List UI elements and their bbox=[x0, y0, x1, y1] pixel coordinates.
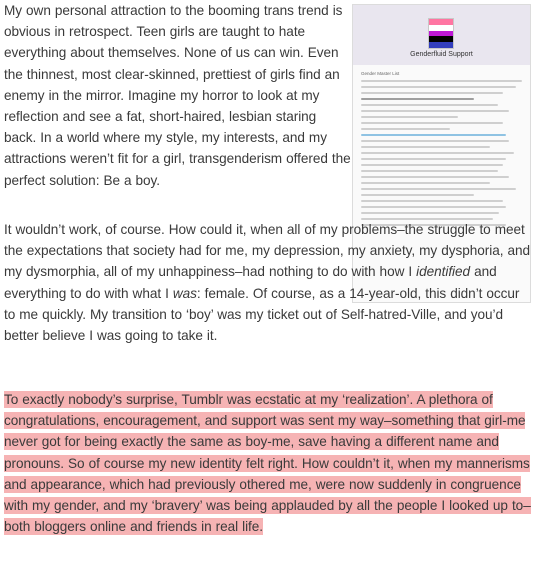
figure-text-line bbox=[361, 176, 509, 178]
figure-text-line bbox=[361, 146, 490, 148]
figure-text-line bbox=[361, 86, 516, 88]
figure-text-line bbox=[361, 158, 506, 160]
paragraph-2 bbox=[4, 219, 534, 346]
figure-text-line bbox=[361, 98, 474, 100]
figure-text-line bbox=[361, 140, 509, 142]
paragraph-1: My own personal attraction to the booming trans trend is obvious in retrospect. Teen girls are taught to hate everything about themselves. None of us can win. Even the thinnest, most clear-skinned, prettiest of girls find an enemy in the mirror. Imagine my horror to look at my reflection and see a fat, short-haired, lesbian staring back. In a world where my style, my interests, and my attractions weren’t fit for a girl, transgenderism offered the perfect solution: Be a boy. bbox=[4, 3, 351, 188]
figure-text-line bbox=[361, 212, 499, 214]
figure-heading: Gender Master List bbox=[361, 71, 400, 76]
genderfluid-flag-icon bbox=[428, 18, 454, 49]
figure-text-line bbox=[361, 206, 506, 208]
figure-header bbox=[353, 5, 530, 65]
paragraph-2-part-b: and everything to do with what I bbox=[4, 264, 497, 301]
figure-text-line bbox=[361, 116, 458, 118]
figure-text-line bbox=[361, 200, 503, 202]
figure-text-line bbox=[361, 110, 509, 112]
figure-text-line bbox=[361, 92, 503, 94]
paragraph-3 bbox=[4, 389, 534, 537]
figure-text-line bbox=[361, 80, 522, 82]
figure-text-line bbox=[361, 152, 514, 154]
figure-text-line bbox=[361, 122, 503, 124]
flag-stripe bbox=[429, 42, 453, 48]
figure-text-line bbox=[361, 104, 498, 106]
figure-text-line bbox=[361, 188, 516, 190]
paragraph-2-emphasis-2: was bbox=[172, 285, 197, 301]
figure-text-line bbox=[361, 182, 490, 184]
paragraph-2-emphasis-1: identified bbox=[416, 264, 471, 280]
paragraph-2-part-c: : female. Of course, as a 14-year-old, this didn’t occur to me quickly. My transition to ‘boy’ was my ticket out of Self-hatred-Ville, and you’d better believe I was going to take it. bbox=[4, 285, 520, 344]
figure-body bbox=[353, 65, 530, 234]
paragraph-2-part-a: It wouldn’t work, of course. How could it, when all of my problems–the struggle to meet the expectations that society had for me, my depression, my anxiety, my dysphoria, and my dysmorphia, all of my unhappiness–had nothing to do with how I bbox=[4, 222, 530, 280]
figure-text-line bbox=[361, 128, 450, 130]
figure-text-lines bbox=[361, 80, 522, 226]
figure-text-line bbox=[361, 134, 506, 136]
figure-text-line bbox=[361, 194, 474, 196]
figure-text-line bbox=[361, 164, 503, 166]
highlighted-text: To exactly nobody’s surprise, Tumblr was ecstatic at my ‘realization’. A plethora of congratulations, encouragement, and support was sent my way–something that girl-me never got for being exactly the same as boy-me, save having a different name and pronouns. So of course my new identity felt right. How couldn’t it, when my mannerisms and appearance, which had previously othered me, were now suddenly in congruence with my gender, and my ‘bravery’ was being applauded by all the people I looked up to–both bloggers online and friends in real life. bbox=[4, 392, 531, 535]
figure-title: Genderfluid Support bbox=[410, 51, 473, 58]
figure-text-line bbox=[361, 170, 498, 172]
